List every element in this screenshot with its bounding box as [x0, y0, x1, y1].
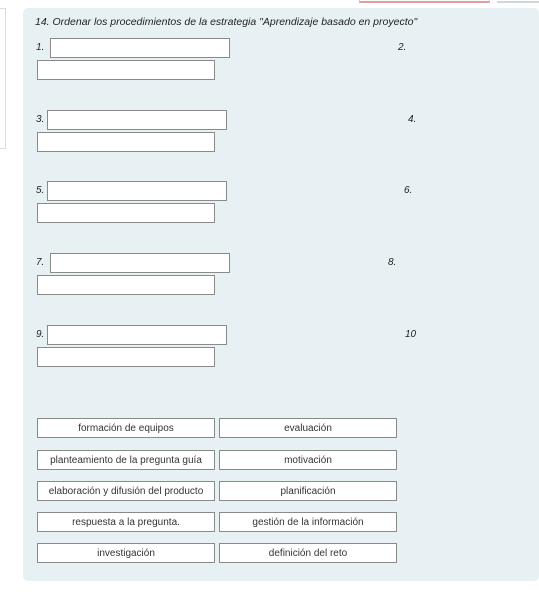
option-tile[interactable]: planteamiento de la pregunta guía	[37, 450, 215, 470]
drop-slot-3[interactable]	[47, 110, 227, 130]
slot-label-2: 2.	[398, 42, 407, 53]
option-tile[interactable]: respuesta a la pregunta.	[37, 512, 215, 532]
option-tile[interactable]: gestión de la información	[219, 512, 397, 532]
slot-label-9: 9.	[36, 329, 45, 340]
drop-slot-9[interactable]	[47, 325, 227, 345]
option-tile[interactable]: planificación	[219, 481, 397, 501]
option-tile[interactable]: investigación	[37, 543, 215, 563]
drop-slot-7[interactable]	[50, 253, 230, 273]
slot-label-4: 4.	[408, 114, 417, 125]
question-text: 14. Ordenar los procedimientos de la estrategia "Aprendizaje basado en proyecto"	[35, 16, 418, 28]
slot-label-8: 8.	[388, 257, 397, 268]
option-tile[interactable]: motivación	[219, 450, 397, 470]
drop-slot-6[interactable]	[37, 203, 215, 223]
drop-slot-10[interactable]	[37, 347, 215, 367]
left-frame-edge	[0, 8, 6, 149]
top-tab-indicator-secondary	[497, 0, 539, 3]
slot-label-7: 7.	[36, 257, 45, 268]
drop-slot-4[interactable]	[37, 132, 215, 152]
slot-label-1: 1.	[36, 42, 45, 53]
option-tile[interactable]: definición del reto	[219, 543, 397, 563]
drop-slot-2[interactable]	[37, 60, 215, 80]
slot-label-3: 3.	[36, 114, 45, 125]
slot-label-10: 10	[405, 329, 417, 340]
drop-slot-8[interactable]	[37, 275, 215, 295]
top-tab-indicator	[359, 0, 490, 3]
option-tile[interactable]: evaluación	[219, 418, 397, 438]
slot-label-6: 6.	[404, 185, 413, 196]
drop-slot-1[interactable]	[50, 38, 230, 58]
slot-label-5: 5.	[36, 185, 45, 196]
option-tile[interactable]: formación de equipos	[37, 418, 215, 438]
option-tile[interactable]: elaboración y difusión del producto	[37, 481, 215, 501]
drop-slot-5[interactable]	[47, 181, 227, 201]
